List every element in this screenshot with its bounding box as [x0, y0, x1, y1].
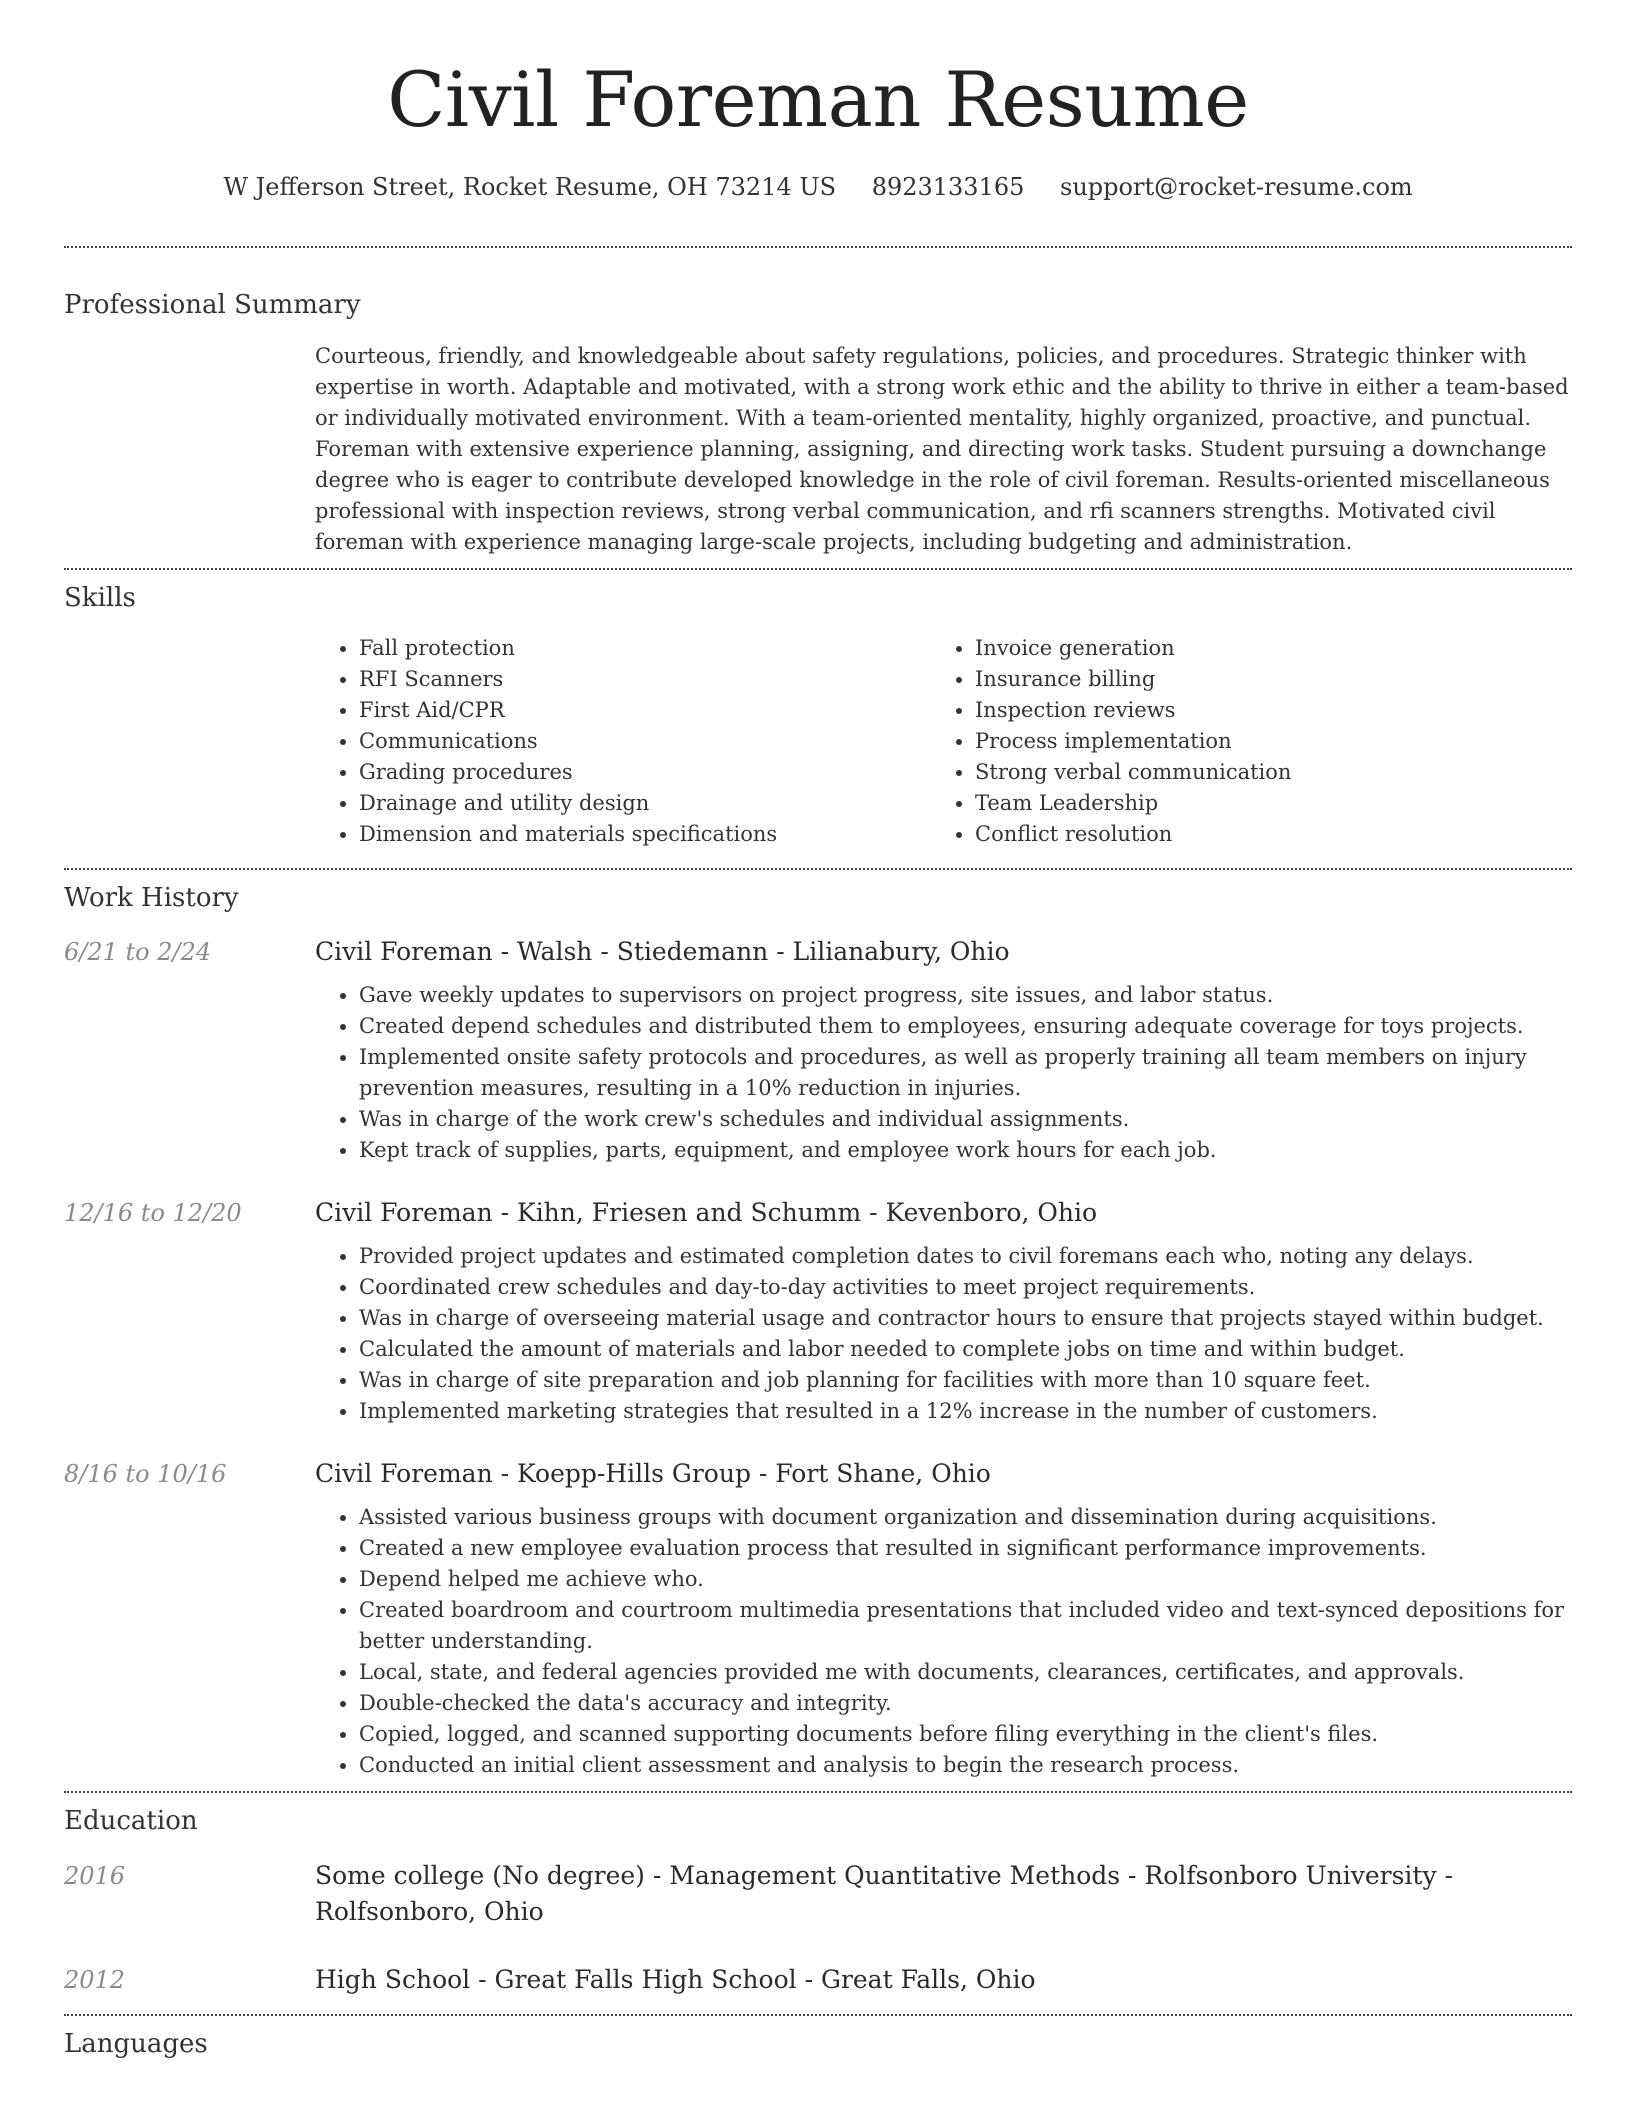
education-title: Some college (No degree) - Management Quantitative Methods - Rolfsonboro University - Rolfsonboro, Ohio	[315, 1861, 1453, 1926]
job-bullets	[315, 1241, 1572, 1427]
skill-item: • Team Leadership	[975, 788, 1547, 819]
skill-item: • Strong verbal communication	[975, 757, 1547, 788]
contact-address: W Jefferson Street, Rocket Resume, OH 73214 US	[223, 173, 837, 201]
resume-page	[64, 0, 1572, 2062]
skill-item: • Insurance billing	[975, 664, 1547, 695]
skills-list	[315, 633, 1572, 850]
section-heading-languages: Languages	[64, 2029, 208, 2059]
job-bullet: • Was in charge of overseeing material usage and contractor hours to ensure that projects stayed within budget.	[359, 1303, 1572, 1334]
skills-column-right	[931, 633, 1547, 850]
job-bullets	[315, 1502, 1572, 1781]
section-heading-work: Work History	[64, 883, 239, 913]
skill-item: • Process implementation	[975, 726, 1547, 757]
job-bullet: • Kept track of supplies, parts, equipment, and employee work hours for each job.	[359, 1135, 1572, 1166]
job-bullet: • Local, state, and federal agencies provided me with documents, clearances, certificates, and approvals.	[359, 1657, 1572, 1688]
job-bullet: • Copied, logged, and scanned supporting documents before filing everything in the client's files.	[359, 1719, 1572, 1750]
job-entry	[64, 1456, 1572, 1781]
skill-item: • First Aid/CPR	[359, 695, 931, 726]
skill-item: • Grading procedures	[359, 757, 931, 788]
skill-item: • Conflict resolution	[975, 819, 1547, 850]
contact-line	[64, 170, 1572, 204]
education-title: High School - Great Falls High School - Great Falls, Ohio	[315, 1965, 1036, 1994]
job-bullet: • Calculated the amount of materials and labor needed to complete jobs on time and within budget.	[359, 1334, 1572, 1365]
job-bullet: • Implemented marketing strategies that resulted in a 12% increase in the number of customers.	[359, 1396, 1572, 1427]
education-year: 2012	[64, 1966, 126, 1994]
job-bullet: • Gave weekly updates to supervisors on project progress, site issues, and labor status.	[359, 980, 1572, 1011]
summary-text: Courteous, friendly, and knowledgeable about safety regulations, policies, and procedures. Strategic thinker with expertise in worth. Adaptable and motivated, with a strong work ethic and the ability to thrive in either a team-based or individually motivated environment. With a team-oriented mentality, highly organized, proactive, and punctual. Foreman with extensive experience planning, assigning, and directing work tasks. Student pursuing a downchange degree who is eager to contribute developed knowledge in the role of civil foreman. Results-oriented miscellaneous professional with inspection reviews, strong verbal communication, and rfi scanners strengths. Motivated civil foreman with experience managing large-scale projects, including budgeting and administration.	[315, 344, 1569, 554]
job-bullet: • Depend helped me achieve who.	[359, 1564, 1572, 1595]
section-heading-skills: Skills	[64, 583, 136, 613]
skill-item: • RFI Scanners	[359, 664, 931, 695]
job-dates: 12/16 to 12/20	[64, 1199, 242, 1227]
skills-row	[64, 633, 1572, 850]
job-bullet: • Coordinated crew schedules and day-to-day activities to meet project requirements.	[359, 1272, 1572, 1303]
job-bullet: • Was in charge of the work crew's schedules and individual assignments.	[359, 1104, 1572, 1135]
divider	[64, 568, 1572, 570]
skill-item: • Drainage and utility design	[359, 788, 931, 819]
job-bullet: • Assisted various business groups with document organization and dissemination during acquisitions.	[359, 1502, 1572, 1533]
skill-item: • Dimension and materials specifications	[359, 819, 931, 850]
job-bullet: • Double-checked the data's accuracy and integrity.	[359, 1688, 1572, 1719]
divider	[64, 868, 1572, 870]
contact-email: support@rocket-resume.com	[1060, 173, 1413, 201]
skill-item: • Fall protection	[359, 633, 931, 664]
job-bullet: • Conducted an initial client assessment and analysis to begin the research process.	[359, 1750, 1572, 1781]
job-bullet: • Implemented onsite safety protocols and procedures, as well as properly training all team members on injury prevention measures, resulting in a 10% reduction in injuries.	[359, 1042, 1572, 1104]
divider	[64, 246, 1572, 248]
job-title: Civil Foreman - Walsh - Stiedemann - Lilianabury, Ohio	[315, 937, 1010, 966]
resume-title: Civil Foreman Resume	[387, 55, 1249, 144]
job-bullet: • Created depend schedules and distributed them to employees, ensuring adequate coverage for toys projects.	[359, 1011, 1572, 1042]
job-bullet: • Was in charge of site preparation and job planning for facilities with more than 10 square feet.	[359, 1365, 1572, 1396]
contact-phone: 8923133165	[871, 173, 1025, 201]
skill-item: • Communications	[359, 726, 931, 757]
education-entry	[64, 1962, 1572, 1998]
summary-row	[64, 341, 1572, 558]
skills-column-left	[315, 633, 931, 850]
skill-item: • Inspection reviews	[975, 695, 1547, 726]
section-heading-summary: Professional Summary	[64, 290, 361, 320]
job-entry	[64, 1195, 1572, 1427]
section-heading-education: Education	[64, 1806, 198, 1836]
job-bullet: • Provided project updates and estimated completion dates to civil foremans each who, noting any delays.	[359, 1241, 1572, 1272]
job-dates: 8/16 to 10/16	[64, 1460, 227, 1488]
job-bullet: • Created a new employee evaluation process that resulted in significant performance improvements.	[359, 1533, 1572, 1564]
job-bullets	[315, 980, 1572, 1166]
job-title: Civil Foreman - Kihn, Friesen and Schumm - Kevenboro, Ohio	[315, 1198, 1097, 1227]
divider	[64, 1791, 1572, 1793]
skill-item: • Invoice generation	[975, 633, 1547, 664]
job-title: Civil Foreman - Koepp-Hills Group - Fort Shane, Ohio	[315, 1459, 991, 1488]
job-dates: 6/21 to 2/24	[64, 938, 212, 966]
job-entry	[64, 934, 1572, 1166]
education-entry	[64, 1858, 1572, 1930]
education-year: 2016	[64, 1862, 126, 1890]
divider	[64, 2014, 1572, 2016]
job-bullet: • Created boardroom and courtroom multimedia presentations that included video and text-synced depositions for better understanding.	[359, 1595, 1572, 1657]
